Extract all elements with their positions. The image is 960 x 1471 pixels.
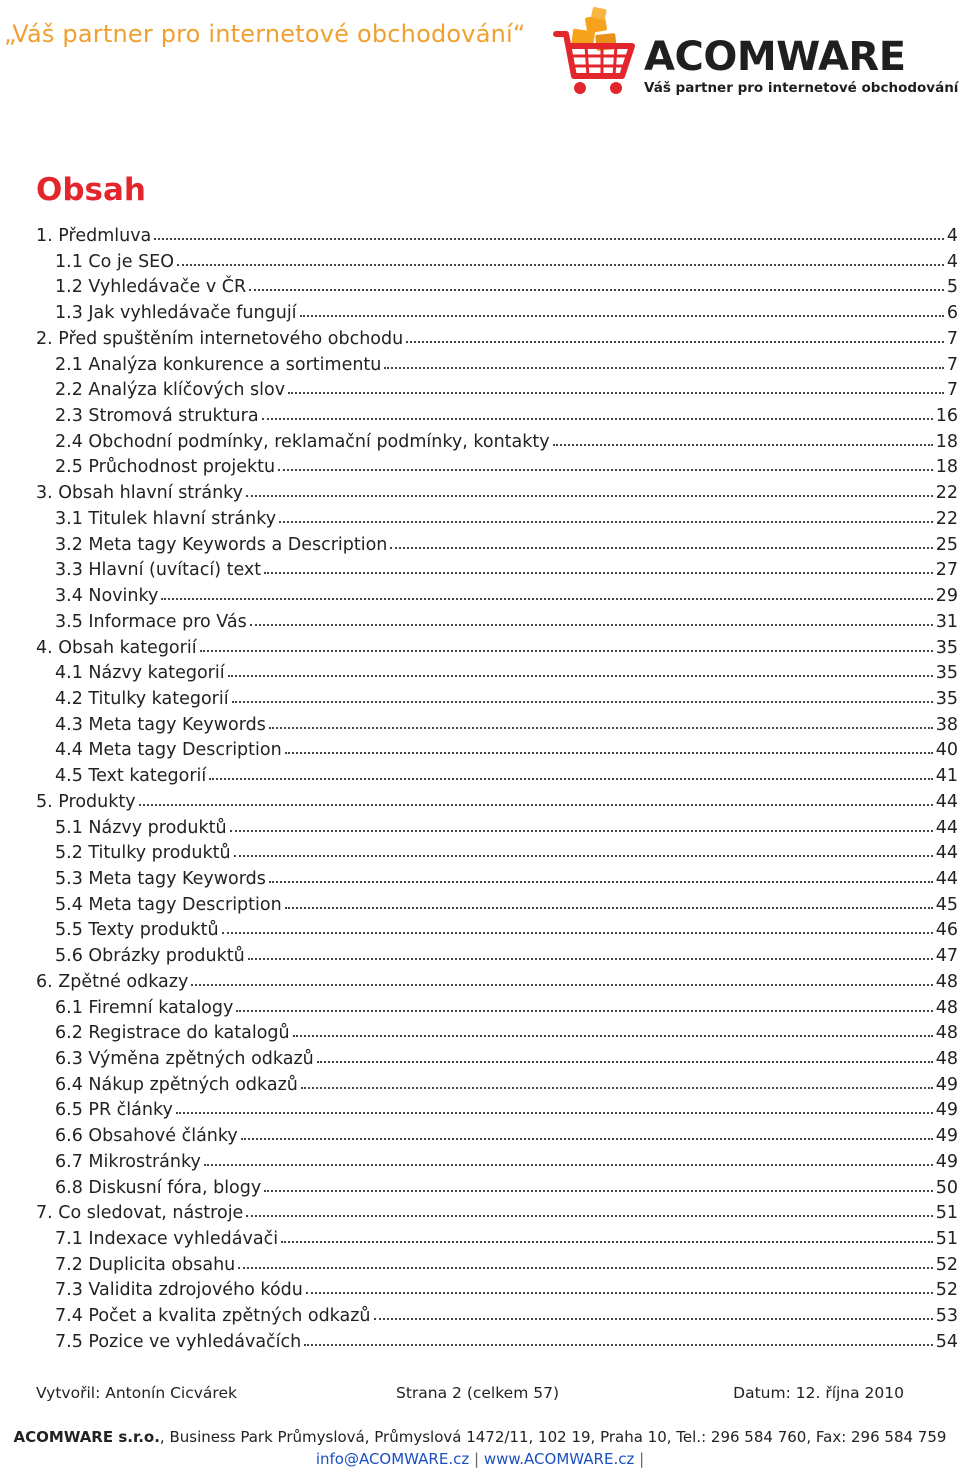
toc-entry-label: 5.2 Titulky produktů bbox=[55, 843, 231, 864]
toc-entry-page-number: 25 bbox=[935, 534, 958, 555]
toc-entry-page-number: 52 bbox=[935, 1254, 958, 1275]
toc-entry-page-number: 48 bbox=[935, 997, 958, 1018]
toc-dot-leader bbox=[154, 232, 944, 240]
toc-entry-label: 5.3 Meta tagy Keywords bbox=[55, 868, 266, 889]
toc-dot-leader bbox=[139, 798, 933, 806]
toc-entry-page-number: 16 bbox=[935, 406, 958, 427]
toc-entry-label: 2.1 Analýza konkurence a sortimentu bbox=[55, 354, 382, 375]
toc-entry-page-number: 46 bbox=[935, 920, 958, 941]
toc-dot-leader bbox=[304, 1338, 932, 1346]
toc-entry-page-number: 44 bbox=[935, 817, 958, 838]
toc-dot-leader bbox=[390, 541, 932, 549]
toc-dot-leader bbox=[200, 644, 933, 652]
toc-entry[interactable] bbox=[36, 1227, 958, 1253]
toc-entry-label: 5.4 Meta tagy Description bbox=[55, 894, 282, 915]
toc-entry[interactable] bbox=[36, 1330, 958, 1356]
toc-dot-leader bbox=[285, 746, 933, 754]
toc-entry-page-number: 6 bbox=[946, 303, 958, 324]
logo-subtitle: Váš partner pro internetové obchodování bbox=[644, 80, 959, 96]
logo-name: ACOMWARE bbox=[644, 34, 906, 80]
toc-entry-page-number: 49 bbox=[935, 1126, 958, 1147]
toc-entry[interactable] bbox=[36, 301, 958, 327]
toc-dot-leader bbox=[209, 772, 932, 780]
toc-dot-leader bbox=[234, 849, 933, 857]
toc-entry[interactable] bbox=[36, 275, 958, 301]
toc-entry-label: 5.1 Názvy produktů bbox=[55, 817, 227, 838]
toc-entry-page-number: 41 bbox=[935, 766, 958, 787]
toc-dot-leader bbox=[278, 463, 933, 471]
toc-entry[interactable] bbox=[36, 481, 958, 507]
toc-entry[interactable] bbox=[36, 404, 958, 430]
toc-entry-page-number: 53 bbox=[935, 1306, 958, 1327]
toc-entry-page-number: 44 bbox=[935, 791, 958, 812]
toc-dot-leader bbox=[161, 592, 932, 600]
toc-entry-label: 6.5 PR články bbox=[55, 1100, 173, 1121]
footer-company-address: , Business Park Průmyslová, Průmyslová 1472/11, 102 19, Praha 10, Tel.: 296 584 760, Fax: 296 584 759 bbox=[159, 1428, 947, 1446]
toc-entry-label: 7.3 Validita zdrojového kódu bbox=[55, 1280, 303, 1301]
toc-entry-label: 6.7 Mikrostránky bbox=[55, 1151, 201, 1172]
toc-entry[interactable] bbox=[36, 893, 958, 919]
toc-entry-label: 6.6 Obsahové články bbox=[55, 1126, 238, 1147]
toc-entry-page-number: 5 bbox=[946, 277, 958, 298]
toc-dot-leader bbox=[238, 1261, 932, 1269]
toc-entry[interactable] bbox=[36, 790, 958, 816]
toc-entry-page-number: 4 bbox=[946, 226, 958, 246]
toc-entry-label: 2.4 Obchodní podmínky, reklamační podmínky, kontakty bbox=[55, 431, 550, 452]
shopping-cart-icon bbox=[552, 4, 644, 104]
toc-entry[interactable] bbox=[36, 1124, 958, 1150]
toc-dot-leader bbox=[317, 1055, 933, 1063]
toc-entry-label: 4. Obsah kategorií bbox=[36, 637, 197, 658]
toc-entry[interactable] bbox=[36, 636, 958, 662]
toc-entry[interactable] bbox=[36, 1201, 958, 1227]
toc-entry[interactable] bbox=[36, 584, 958, 610]
toc-entry-page-number: 29 bbox=[935, 586, 958, 607]
toc-entry-label: 1. Předmluva bbox=[36, 226, 152, 246]
toc-dot-leader bbox=[269, 721, 933, 729]
toc-entry-label: 4.3 Meta tagy Keywords bbox=[55, 714, 266, 735]
toc-dot-leader bbox=[288, 386, 944, 394]
toc-entry-page-number: 49 bbox=[935, 1100, 958, 1121]
footer-date: Datum: 12. října 2010 bbox=[733, 1384, 904, 1402]
toc-dot-leader bbox=[269, 875, 933, 883]
toc-entry-label: 2.3 Stromová struktura bbox=[55, 406, 259, 427]
toc-entry[interactable] bbox=[36, 944, 958, 970]
toc-dot-leader bbox=[250, 618, 933, 626]
footer-company-name: ACOMWARE s.r.o. bbox=[13, 1428, 160, 1446]
toc-dot-leader bbox=[248, 952, 933, 960]
toc-entry[interactable] bbox=[36, 558, 958, 584]
toc-dot-leader bbox=[293, 1029, 933, 1037]
toc-entry-page-number: 35 bbox=[935, 663, 958, 684]
toc-entry[interactable] bbox=[36, 918, 958, 944]
toc-entry-page-number: 38 bbox=[935, 714, 958, 735]
toc-entry-page-number: 22 bbox=[935, 483, 958, 504]
toc-entry-label: 4.1 Názvy kategorií bbox=[55, 663, 225, 684]
company-logo[interactable] bbox=[552, 4, 959, 104]
toc-entry-label: 3. Obsah hlavní stránky bbox=[36, 483, 244, 504]
toc-entry-page-number: 44 bbox=[935, 868, 958, 889]
toc-entry[interactable] bbox=[36, 533, 958, 559]
page-header bbox=[0, 0, 960, 110]
toc-dot-leader bbox=[306, 1286, 933, 1294]
footer-company bbox=[0, 1428, 960, 1446]
toc-entry-label: 1.3 Jak vyhledávače fungují bbox=[55, 303, 297, 324]
toc-entry-label: 6.3 Výměna zpětných odkazů bbox=[55, 1049, 314, 1069]
header-tagline: „Váš partner pro internetové obchodování“ bbox=[4, 20, 526, 48]
toc-entry-label: 7.4 Počet a kvalita zpětných odkazů bbox=[55, 1306, 371, 1327]
toc-entry-label: 3.2 Meta tagy Keywords a Description bbox=[55, 534, 388, 555]
toc-entry-label: 7.5 Pozice ve vyhledávačích bbox=[55, 1331, 302, 1352]
toc-dot-leader bbox=[176, 1106, 933, 1114]
toc-dot-leader bbox=[191, 978, 932, 986]
toc-entry[interactable] bbox=[36, 430, 958, 456]
toc-entry-page-number: 48 bbox=[935, 1023, 958, 1044]
toc-dot-leader bbox=[374, 1312, 933, 1320]
toc-entry-label: 5. Produkty bbox=[36, 791, 136, 812]
toc-entry-page-number: 7 bbox=[946, 328, 958, 349]
toc-dot-leader bbox=[177, 258, 944, 266]
toc-entry[interactable] bbox=[36, 224, 958, 250]
toc-dot-leader bbox=[249, 283, 944, 291]
toc-entry[interactable] bbox=[36, 970, 958, 996]
toc-entry[interactable] bbox=[36, 661, 958, 687]
toc-entry[interactable] bbox=[36, 507, 958, 533]
page-title: Obsah bbox=[36, 172, 146, 208]
toc-entry[interactable] bbox=[36, 610, 958, 636]
toc-entry[interactable] bbox=[36, 764, 958, 790]
toc-dot-leader bbox=[246, 489, 933, 497]
toc-entry-label: 5.5 Texty produktů bbox=[55, 920, 219, 941]
toc-dot-leader bbox=[281, 1235, 933, 1243]
toc-entry-page-number: 18 bbox=[935, 431, 958, 452]
toc-dot-leader bbox=[264, 1184, 932, 1192]
toc-entry-label: 3.5 Informace pro Vás bbox=[55, 611, 247, 632]
toc-dot-leader bbox=[204, 1158, 933, 1166]
toc-dot-leader bbox=[264, 566, 933, 574]
footer-contact bbox=[0, 1450, 960, 1468]
toc-entry-label: 3.3 Hlavní (uvítací) text bbox=[55, 560, 262, 581]
toc-entry-page-number: 48 bbox=[935, 971, 958, 992]
toc-entry-label: 2.2 Analýza klíčových slov bbox=[55, 380, 286, 401]
toc-entry-label: 4.5 Text kategorií bbox=[55, 766, 207, 787]
toc-entry[interactable] bbox=[36, 353, 958, 379]
toc-entry-page-number: 44 bbox=[935, 843, 958, 864]
toc-entry-label: 6.2 Registrace do katalogů bbox=[55, 1023, 290, 1044]
toc-dot-leader bbox=[384, 361, 943, 369]
toc-entry[interactable] bbox=[36, 1150, 958, 1176]
toc-entry[interactable] bbox=[36, 1021, 958, 1047]
footer-web-link[interactable]: www.ACOMWARE.cz bbox=[483, 1450, 635, 1468]
toc-entry-page-number: 7 bbox=[946, 380, 958, 401]
toc-entry[interactable] bbox=[36, 327, 958, 353]
table-of-contents bbox=[36, 224, 958, 1356]
toc-entry-page-number: 48 bbox=[935, 1049, 958, 1069]
toc-entry[interactable] bbox=[36, 1176, 958, 1202]
footer-email-link[interactable]: info@ACOMWARE.cz bbox=[315, 1450, 470, 1468]
toc-dot-leader bbox=[285, 901, 933, 909]
toc-entry-label: 6.1 Firemní katalogy bbox=[55, 997, 234, 1018]
toc-entry-label: 2.5 Průchodnost projektu bbox=[55, 457, 276, 478]
toc-entry-page-number: 52 bbox=[935, 1280, 958, 1301]
toc-dot-leader bbox=[246, 1209, 932, 1217]
toc-entry-page-number: 51 bbox=[935, 1229, 958, 1250]
toc-entry-label: 7. Co sledovat, nástroje bbox=[36, 1203, 244, 1224]
toc-entry-page-number: 49 bbox=[935, 1151, 958, 1172]
toc-entry[interactable] bbox=[36, 713, 958, 739]
footer-separator: | bbox=[474, 1450, 480, 1468]
toc-entry-page-number: 49 bbox=[935, 1074, 958, 1095]
toc-entry[interactable] bbox=[36, 1304, 958, 1330]
toc-entry[interactable] bbox=[36, 1073, 958, 1099]
toc-entry-label: 1.1 Co je SEO bbox=[55, 251, 175, 272]
toc-entry-label: 6.8 Diskusní fóra, blogy bbox=[55, 1177, 262, 1198]
toc-entry-label: 2. Před spuštěním internetového obchodu bbox=[36, 328, 404, 349]
toc-entry-label: 4.2 Titulky kategorií bbox=[55, 688, 229, 709]
toc-dot-leader bbox=[222, 926, 933, 934]
toc-dot-leader bbox=[230, 824, 933, 832]
toc-entry-page-number: 50 bbox=[935, 1177, 958, 1198]
toc-entry-label: 3.1 Titulek hlavní stránky bbox=[55, 508, 277, 529]
toc-entry-page-number: 35 bbox=[935, 637, 958, 658]
toc-entry[interactable] bbox=[36, 816, 958, 842]
toc-entry-page-number: 40 bbox=[935, 740, 958, 761]
toc-entry[interactable] bbox=[36, 1253, 958, 1279]
toc-entry-page-number: 54 bbox=[935, 1331, 958, 1352]
toc-entry-label: 7.1 Indexace vyhledávači bbox=[55, 1229, 279, 1250]
toc-entry[interactable] bbox=[36, 738, 958, 764]
toc-entry-label: 3.4 Novinky bbox=[55, 586, 159, 607]
toc-entry-page-number: 18 bbox=[935, 457, 958, 478]
toc-entry-page-number: 45 bbox=[935, 894, 958, 915]
toc-entry-page-number: 31 bbox=[935, 611, 958, 632]
toc-entry[interactable] bbox=[36, 250, 958, 276]
toc-entry[interactable] bbox=[36, 1047, 958, 1073]
toc-entry[interactable] bbox=[36, 867, 958, 893]
toc-entry-label: 7.2 Duplicita obsahu bbox=[55, 1254, 236, 1275]
toc-entry-label: 1.2 Vyhledávače v ČR bbox=[55, 277, 247, 298]
toc-entry-label: 6. Zpětné odkazy bbox=[36, 971, 189, 992]
toc-entry[interactable] bbox=[36, 455, 958, 481]
toc-dot-leader bbox=[228, 669, 933, 677]
toc-entry-page-number: 4 bbox=[946, 251, 958, 272]
footer-page-info: Strana 2 (celkem 57) bbox=[396, 1384, 559, 1402]
footer-separator: | bbox=[639, 1450, 645, 1468]
toc-dot-leader bbox=[553, 438, 933, 446]
toc-entry[interactable] bbox=[36, 1278, 958, 1304]
toc-dot-leader bbox=[236, 1004, 932, 1012]
toc-entry[interactable] bbox=[36, 378, 958, 404]
toc-entry-page-number: 7 bbox=[946, 354, 958, 375]
toc-entry-page-number: 51 bbox=[935, 1203, 958, 1224]
footer-author: Vytvořil: Antonín Cicvárek bbox=[36, 1384, 237, 1402]
toc-dot-leader bbox=[279, 515, 933, 523]
toc-dot-leader bbox=[406, 335, 944, 343]
toc-entry[interactable] bbox=[36, 687, 958, 713]
toc-entry-label: 5.6 Obrázky produktů bbox=[55, 946, 245, 967]
toc-entry-page-number: 47 bbox=[935, 946, 958, 967]
toc-entry-page-number: 27 bbox=[935, 560, 958, 581]
toc-entry-label: 6.4 Nákup zpětných odkazů bbox=[55, 1074, 298, 1095]
toc-entry-label: 4.4 Meta tagy Description bbox=[55, 740, 282, 761]
toc-dot-leader bbox=[232, 695, 933, 703]
toc-entry[interactable] bbox=[36, 841, 958, 867]
toc-dot-leader bbox=[262, 412, 933, 420]
toc-dot-leader bbox=[241, 1132, 933, 1140]
toc-dot-leader bbox=[301, 1081, 933, 1089]
toc-entry[interactable] bbox=[36, 1098, 958, 1124]
toc-entry-page-number: 22 bbox=[935, 508, 958, 529]
toc-dot-leader bbox=[300, 309, 944, 317]
toc-entry[interactable] bbox=[36, 996, 958, 1022]
toc-entry-page-number: 35 bbox=[935, 688, 958, 709]
footer-meta bbox=[36, 1384, 904, 1408]
